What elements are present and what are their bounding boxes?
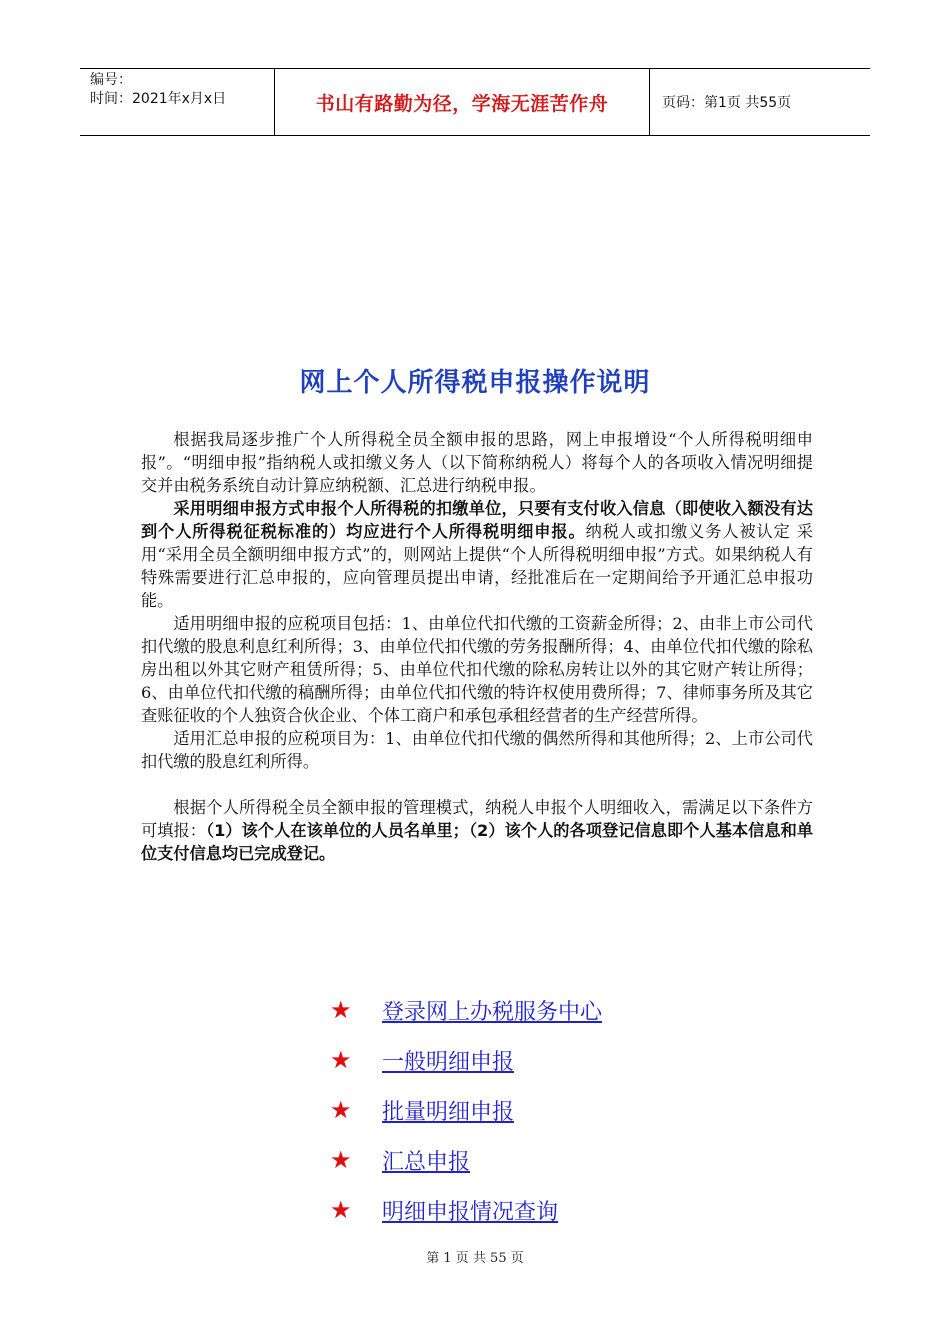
paragraph-conditions (141, 796, 813, 865)
star-icon: ★ (330, 1046, 352, 1074)
link-item-query (330, 1185, 830, 1235)
star-icon: ★ (330, 996, 352, 1024)
paragraph-requirement-rest: 纳税人或扣缴义务人被认定 采用“采用全员全额明细申报方式”的，则网站上提供“个人所得税明细申报”方式。如果纳税人有特殊需要进行汇总申报的，应向管理员提出申请，经批准后在一定期间给予开通汇总申报功能。 (141, 522, 813, 610)
link-batch-detail-report[interactable]: 批量明细申报 (382, 1099, 515, 1125)
header-page-info: 页码：第1页 共55页 (662, 95, 792, 111)
star-icon: ★ (330, 1146, 352, 1174)
number-label: 编号： (90, 72, 132, 88)
link-list (330, 985, 830, 1235)
header-motto: 书山有路勤为径，学海无涯苦作舟 (275, 69, 650, 135)
star-icon: ★ (330, 1096, 352, 1124)
date-label: 时间：2021年x月x日 (90, 91, 227, 107)
link-item-summary (330, 1135, 830, 1185)
link-item-batch (330, 1085, 830, 1135)
header-meta (80, 69, 275, 135)
paragraph-conditions-bold: （1）该个人在该单位的人员名单里；（2）该个人的各项登记信息即个人基本信息和单位支付信息均已完成登记。 (141, 821, 814, 863)
paragraph-intro: 根据我局逐步推广个人所得税全员全额申报的思路，网上申报增设“个人所得税明细申报”。“明细申报”指纳税人或扣缴义务人（以下简称纳税人）将每个人的各项收入情况明细提交并由税务系统自动计算应纳税额、汇总进行纳税申报。 (141, 430, 813, 495)
link-item-general (330, 1035, 830, 1085)
link-item-login (330, 985, 830, 1035)
paragraph-summary-items: 适用汇总申报的应税项目为：1、由单位代扣代缴的偶然所得和其他所得；2、上市公司代扣代缴的股息红利所得。 (141, 729, 813, 771)
link-detail-report-query[interactable]: 明细申报情况查询 (382, 1199, 559, 1225)
link-summary-report[interactable]: 汇总申报 (382, 1149, 471, 1175)
paragraph-detail-items: 适用明细申报的应税项目包括：1、由单位代扣代缴的工资薪金所得；2、由非上市公司代扣代缴的股息利息红利所得；3、由单位代扣代缴的劳务报酬所得；4、由单位代扣代缴的除私房出租以外其它财产租赁所得；5、由单位代扣代缴的除私房转让以外的其它财产转让所得；6、由单位代扣代缴的稿酬所得；由单位代扣代缴的特许权使用费所得；7、律师事务所及其它查账征收的个人独资合伙企业、个体工商户和承包承租经营者的生产经营所得。 (141, 614, 813, 725)
star-icon: ★ (330, 1196, 352, 1224)
page-footer: 第 1 页 共 55 页 (426, 1251, 524, 1266)
paragraph-gap (141, 773, 813, 796)
link-general-detail-report[interactable]: 一般明细申报 (382, 1049, 515, 1075)
document-body (141, 428, 813, 865)
paragraph-conditions-plain: 根据个人所得税全员全额申报的管理模式，纳税人申报个人明细收入，需满足以下条件方可填报： (141, 798, 813, 840)
document-title: 网上个人所得税申报操作说明 (299, 368, 651, 398)
paragraph-requirement-bold: 采用明细申报方式申报个人所得税的扣缴单位，只要有支付收入信息（即使收入额没有达到个人所得税征税标准的）均应进行个人所得税明细申报。 (141, 499, 813, 541)
link-login-tax-center[interactable]: 登录网上办税服务中心 (382, 999, 603, 1025)
paragraph-requirement (141, 497, 813, 612)
header-table (80, 68, 870, 136)
